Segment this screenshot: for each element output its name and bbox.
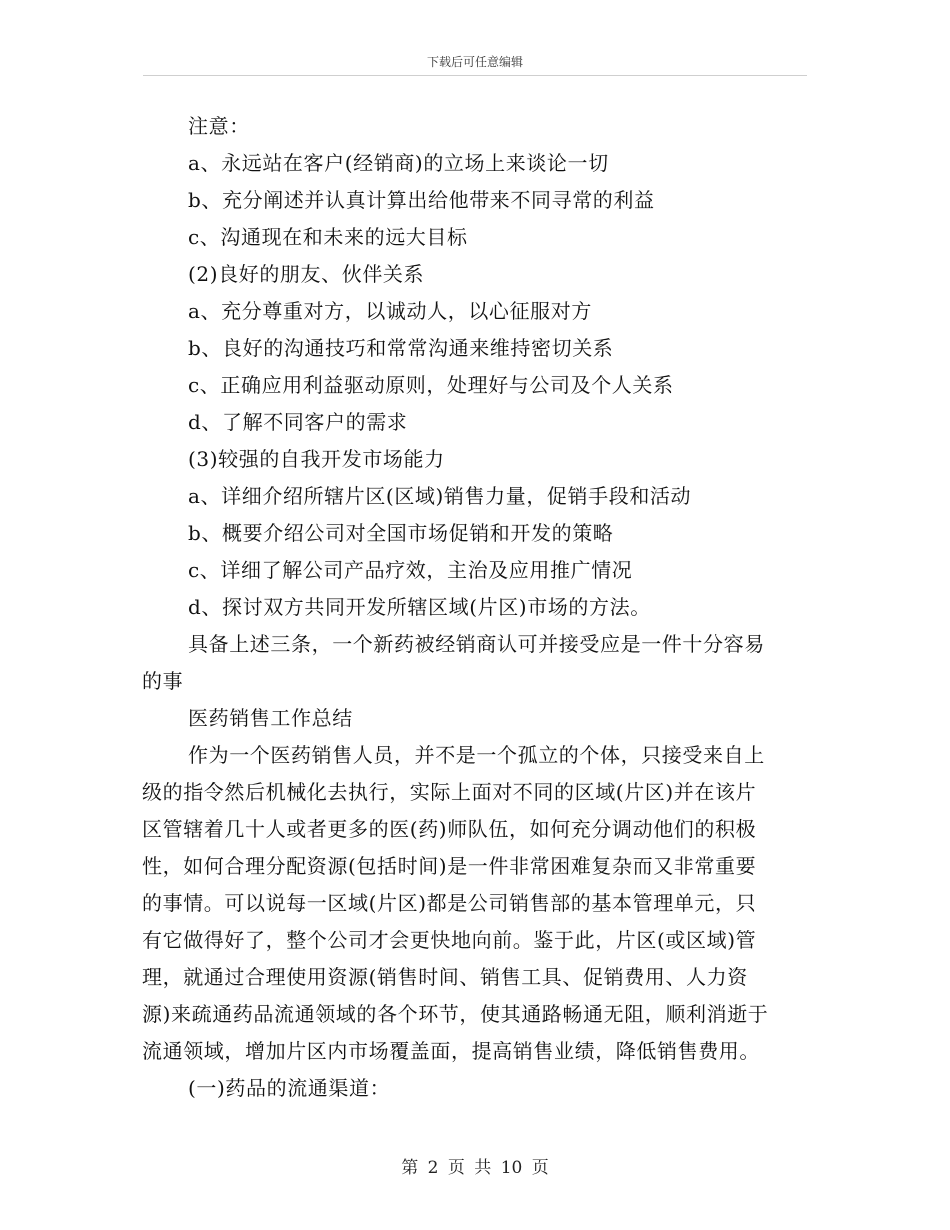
paragraph-line: 源)来疏通药品流通领域的各个环节，使其通路畅通无阻，顺利消逝于 (142, 1002, 769, 1026)
section-item: d、了解不同客户的需求 (188, 410, 408, 434)
paragraph-line: 理，就通过合理使用资源(销售时间、销售工具、促销费用、人力资 (142, 965, 748, 989)
paragraph-line: 性，如何合理分配资源(包括时间)是一件非常困难复杂而又非常重要 (142, 854, 757, 878)
paragraph-line: 区管辖着几十人或者更多的医(药)师队伍，如何充分调动他们的积极 (142, 817, 757, 841)
paragraph-line: 级的指令然后机械化去执行，实际上面对不同的区域(片区)并在该片 (142, 780, 757, 804)
section-item: a、充分尊重对方，以诚动人，以心征服对方 (188, 299, 592, 323)
document-body (142, 108, 806, 1107)
section-title: (3)较强的自我开发市场能力 (188, 447, 445, 471)
section-item: d、探讨双方共同开发所辖区域(片区)市场的方法。 (188, 595, 651, 619)
note-title: 注意： (188, 114, 250, 138)
section-item: a、详细介绍所辖片区(区域)销售力量，促销手段和活动 (188, 484, 692, 508)
section-item: b、概要介绍公司对全国市场促销和开发的策略 (188, 521, 614, 545)
paragraph-line: 作为一个医药销售人员，并不是一个孤立的个体，只接受来自上 (188, 743, 765, 767)
section-item: c、正确应用利益驱动原则，处理好与公司及个人关系 (188, 373, 674, 397)
summary-line: 具备上述三条，一个新药被经销商认可并接受应是一件十分容易 (188, 632, 765, 656)
header-divider (143, 75, 807, 76)
page-header: 下载后可任意编辑 (426, 55, 523, 69)
subsection-title: (一)药品的流通渠道： (188, 1076, 391, 1100)
paragraph-line: 的事情。可以说每一区域(片区)都是公司销售部的基本管理单元，只 (142, 891, 757, 915)
summary-line: 的事 (142, 669, 184, 693)
page-number: 第 2 页 共 10 页 (401, 1158, 549, 1178)
note-item: a、永远站在客户(经销商)的立场上来谈论一切 (188, 151, 609, 175)
section-title: (2)良好的朋友、伙伴关系 (188, 262, 425, 286)
section-item: c、详细了解公司产品疗效，主治及应用推广情况 (188, 558, 633, 582)
document-title: 医药销售工作总结 (188, 706, 353, 730)
section-item: b、良好的沟通技巧和常常沟通来维持密切关系 (188, 336, 614, 360)
paragraph-line: 流通领域，增加片区内市场覆盖面，提高销售业绩，降低销售费用。 (142, 1039, 760, 1063)
note-item: b、充分阐述并认真计算出给他带来不同寻常的利益 (188, 188, 655, 212)
note-item: c、沟通现在和未来的远大目标 (188, 225, 468, 249)
paragraph-line: 有它做得好了，整个公司才会更快地向前。鉴于此，片区(或区域)管 (142, 928, 757, 952)
